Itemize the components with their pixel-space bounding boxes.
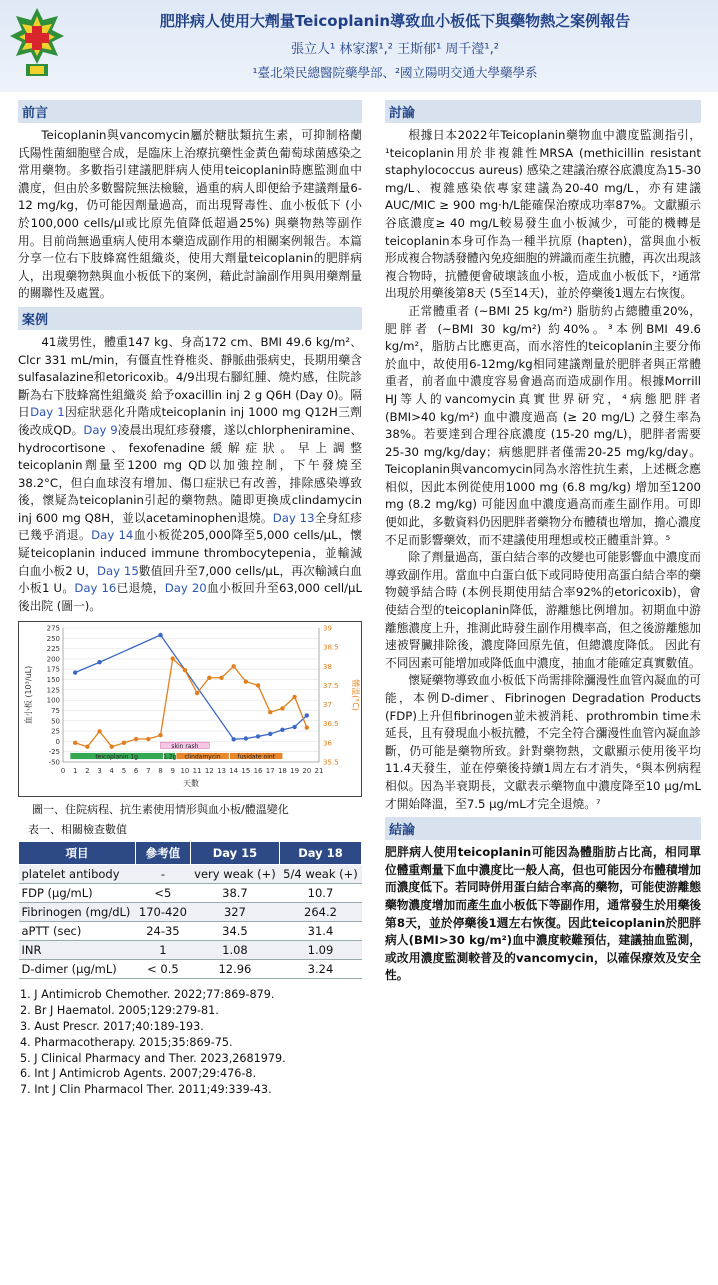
- left-tick-label: 150: [46, 676, 60, 685]
- temperature-point: [231, 665, 235, 669]
- left-column: [18, 98, 362, 1098]
- right-tick-label: 37: [323, 701, 332, 710]
- platelet-point: [73, 671, 77, 675]
- case-heading: 案例: [18, 307, 362, 330]
- platelet-point: [158, 633, 162, 637]
- platelet-point: [256, 735, 260, 739]
- platelet-point: [231, 738, 235, 742]
- x-tick-label: 3: [97, 767, 102, 776]
- table-cell: aPTT (sec): [19, 922, 136, 941]
- temperature-point: [256, 684, 260, 688]
- right-tick-label: 39: [323, 624, 332, 633]
- left-tick-label: 250: [46, 635, 60, 644]
- right-tick-label: 38.5: [323, 644, 339, 653]
- table-cell: 327: [190, 903, 279, 922]
- table-cell: 170-420: [135, 903, 190, 922]
- right-column: [385, 98, 701, 985]
- skin-rash-label: skin rash: [171, 743, 199, 751]
- conclusion-heading: 結論: [385, 817, 701, 840]
- right-tick-label: 35.5: [323, 758, 339, 767]
- table-cell: 12.96: [190, 960, 279, 979]
- discussion-heading: 討論: [385, 100, 701, 123]
- right-tick-label: 36: [323, 739, 332, 748]
- right-tick-label: 38: [323, 663, 332, 672]
- table-header-row: [19, 842, 362, 865]
- poster-header: [0, 0, 718, 92]
- x-tick-label: 0: [60, 767, 66, 776]
- antibiotic-bar-label: clindamycin: [184, 753, 221, 761]
- case-text-part: 數值回升至7,000 cells/μL，再次輸減白血小板1 U。: [18, 563, 362, 596]
- temperature-point: [146, 737, 150, 741]
- table-cell: 10.7: [279, 884, 361, 903]
- day-marker: Day 15: [97, 563, 139, 578]
- discussion-para-1: 根據日本2022年Teicoplanin藥物血中濃度監測指引，¹teicoplanin用於非複雜性MRSA (methicillin resistant staphylococcus aureus) 感染之建議治療谷底濃度為15-30 mg/L、複雜感染依專家建議為20-40 mg/L，亦有建議AUC/MIC ≥ 900 mg·h/L能確保治療成功率87%。文獻顯示谷底濃度≥ 40 mg/L較易發生血小板減少，可能的機轉是teicoplanin本身可作為一種半抗原 (hapten)，當與血小板形成複合物誘發體內免疫細胞的辨識而產生抗體，再次出現該複合物時，抗體便會破壞該血小板，造成血小板低下，²通常出現於用藥後第8天 (5至14天)，並於停藥後1週左右恢復。: [385, 128, 701, 301]
- reference-item: 4. Pharmacotherapy. 2015;35:869-75.: [20, 1035, 233, 1049]
- discussion-para-4: 懷疑藥物導致血小板低下尚需排除瀰漫性血管內凝血的可能，本例D-dimer、Fibrinogen Degradation Products (FDP)上升但fibrinogen並未被消耗、prothrombin time未延長，且有發現血小板抗體，不完全符合瀰漫性血管內凝血診斷，仍可能是藥物所致。針對藥物熱，文獻顯示使用後平均11.4天發生，並在停藥後持續1周左右才消失，⁶與本例病程相似。因為半衰期長，文獻表示藥物血中濃度降至10 μg/mL才開始降溫，至7.5 μg/mL才完全退燒。⁷: [385, 673, 701, 811]
- temperature-point: [219, 676, 223, 680]
- table-cell: FDP (μg/mL): [19, 884, 136, 903]
- day-marker: Day 13: [272, 510, 315, 525]
- reference-list: [18, 987, 362, 1098]
- table-header-cell: Day 15: [190, 842, 279, 865]
- reference-item: 3. Aust Prescr. 2017;40:189-193.: [20, 1020, 204, 1034]
- right-tick-label: 36.5: [323, 720, 339, 729]
- x-tick-label: 4: [109, 767, 114, 776]
- table-cell: < 0.5: [135, 960, 190, 979]
- x-tick-label: 2: [85, 767, 90, 776]
- table-cell: 24-35: [135, 922, 190, 941]
- intro-text: Teicoplanin與vancomycin屬於糖肽類抗生素，可抑制格蘭氏陽性菌細胞壁合成，是臨床上治療抗藥性金黃色葡萄球菌感染之常用藥物。多數指引建議肥胖病人使用teicoplanin時應監測血中濃度，但由於多數醫院無法檢驗，過重的病人即便給予建議劑量6-12 mg/kg，仍可能因劑量過高，而出現腎毒性、血小板低下 (小於100,000 cells/μl或比原先值降低超過25%) 與藥物熱等副作用。目前尚無過重病人使用本藥造成副作用的相關案例報告。本篇分享一位右下肢蜂窩性組織炎，使用大劑量teicoplanin的肥胖病人，出現藥物熱與血小板低下的案例，藉此討論副作用與用藥劑量的關聯性及處置。: [18, 128, 362, 301]
- left-tick-label: 25: [51, 728, 60, 737]
- left-tick-label: -25: [48, 748, 60, 757]
- case-text-part: 凌晨出現紅疹發癢，遂以chlorpheniramine、hydrocortisone、fexofenadine緩解症狀。早上調整teicoplanin劑量至1200 mg QD以加強控制，下午發燒至38.2°C，但白血球沒有增加、傷口症狀已有改善，排除感染導致後，懷疑為teicoplanin引起的藥物熱。隨即更換成clindamycin inj 600 mg Q8H，並以acetaminophen退燒。: [18, 422, 363, 525]
- chart-svg: [19, 622, 361, 792]
- left-axis-label: 血小板 (10³/uL): [24, 666, 33, 725]
- table-row: [19, 960, 362, 979]
- case-text-part: 全身紅疹已幾乎消退。: [18, 510, 362, 543]
- table-row: [19, 903, 362, 922]
- x-tick-label: 18: [277, 767, 287, 776]
- x-tick-label: 19: [290, 767, 300, 776]
- figure-caption: 圖一、住院病程、抗生素使用情形與血小板/體溫變化: [32, 803, 289, 817]
- x-tick-label: 20: [302, 767, 312, 776]
- left-tick-label: 200: [46, 655, 60, 664]
- reference-item: 6. Int J Antimicrob Agents. 2007;29:476-8.: [20, 1067, 257, 1081]
- table-cell: very weak (+): [190, 865, 279, 884]
- temperature-point: [305, 726, 309, 730]
- temperature-point: [244, 680, 248, 684]
- temperature-point: [134, 737, 138, 741]
- left-tick-label: 75: [51, 707, 60, 716]
- x-tick-label: 7: [146, 767, 151, 776]
- x-tick-label: 1: [72, 767, 78, 776]
- reference-item: 2. Br J Haematol. 2005;129:279-81.: [20, 1004, 219, 1018]
- temperature-point: [280, 707, 284, 711]
- x-tick-label: 9: [170, 767, 175, 776]
- platelet-point: [244, 737, 248, 741]
- case-text-part: 41歲男性，體重147 kg、身高172 cm、BMI 49.6 kg/m²、Clcr 331 mL/min，有僵直性脊椎炎、靜脈曲張病史，長期用藥含sulfasalazine和etoricoxib。4/9出現右腳紅腫、燒灼感，住院診斷為右下肢蜂窩性組織炎 給予oxacillin inj 2 g Q6H (Day 0)。隔日: [18, 334, 362, 420]
- table-header-cell: 項目: [19, 842, 136, 865]
- temperature-point: [292, 695, 296, 699]
- temperature-point: [73, 741, 77, 745]
- table-cell: 34.5: [190, 922, 279, 941]
- conclusion-text: 肥胖病人使用teicoplanin可能因為體脂肪占比高，相同單位體重劑量下血中濃度比一般人高，但也可能因分布體積增加而濃度低下。若同時併用蛋白結合率高的藥物，可能使游離態藥物濃度增加而產生血小板低下等副作用，通常發生於用藥後第8天，並於停藥後1週左右恢復。因此teicoplanin於肥胖病人(BMI>30 kg/m²)血中濃度較難預估，建議抽血監測，或改用濃度監測較普及的vancomycin，以確保療效及安全性。: [385, 845, 701, 983]
- lab-values-table: [18, 841, 362, 979]
- x-tick-label: 21: [314, 767, 324, 776]
- table-cell: Fibrinogen (mg/dL): [19, 903, 136, 922]
- reference-item: 5. J Clinical Pharmacy and Ther. 2023,2681979.: [20, 1051, 286, 1065]
- case-text-part: 已退燒，: [116, 581, 165, 596]
- right-tick-label: 37.5: [323, 682, 339, 691]
- day-marker: Day 1: [30, 405, 65, 420]
- x-tick-label: 10: [180, 767, 190, 776]
- table-header-cell: Day 18: [279, 842, 361, 865]
- table-cell: 264.2: [279, 903, 361, 922]
- case-text-part: 血小板回升至63,000 cell/μL後出院 (圖一)。: [18, 581, 362, 613]
- platelet-point: [305, 714, 309, 718]
- x-tick-label: 17: [265, 767, 275, 776]
- platelet-temperature-chart: [18, 621, 362, 797]
- x-tick-label: 15: [241, 767, 251, 776]
- table-cell: 1: [135, 941, 190, 960]
- table-row: [19, 865, 362, 884]
- temperature-point: [268, 710, 272, 714]
- reference-item: 7. Int J Clin Pharmacol Ther. 2011;49:339-43.: [20, 1083, 272, 1097]
- temperature-point: [171, 657, 175, 661]
- x-axis-label: 天數: [183, 779, 199, 789]
- author-list: 張立人¹ 林家潔¹,² 王斯郁¹ 周千瀅¹,²: [291, 42, 499, 57]
- temperature-point: [195, 691, 199, 695]
- antibiotic-bar-label: 1.2g: [162, 753, 177, 761]
- table-row: [19, 884, 362, 903]
- x-tick-label: 13: [217, 767, 226, 776]
- table-cell: 1.09: [279, 941, 361, 960]
- table-cell: 3.24: [279, 960, 361, 979]
- intro-heading: 前言: [18, 100, 362, 123]
- platelet-point: [268, 732, 272, 736]
- table-cell: 31.4: [279, 922, 361, 941]
- table-cell: 38.7: [190, 884, 279, 903]
- x-tick-label: 11: [192, 767, 202, 776]
- left-tick-label: 100: [46, 697, 60, 706]
- platelet-point: [97, 660, 101, 664]
- left-tick-label: 225: [46, 645, 60, 654]
- platelet-point: [292, 725, 296, 729]
- left-tick-label: 0: [55, 738, 60, 747]
- poster-title: 肥胖病人使用大劑量Teicoplanin導致血小板低下與藥物熱之案例報告: [159, 12, 631, 30]
- table-body: [19, 865, 362, 979]
- table-cell: D-dimer (μg/mL): [19, 960, 136, 979]
- case-text-part: 血小板從205,000降至5,000 cells/μL，懷疑teicoplanin induced immune thrombocytepenia，並輸減白血小板2 U，: [18, 528, 362, 578]
- left-tick-label: -50: [48, 758, 60, 767]
- day-marker: Day 16: [74, 581, 117, 596]
- temperature-point: [85, 745, 89, 749]
- x-tick-label: 14: [229, 767, 239, 776]
- table-row: [19, 941, 362, 960]
- affiliation-line: ¹臺北榮民總醫院藥學部、²國立陽明交通大學藥學系: [252, 65, 538, 80]
- hospital-logo-icon: [8, 6, 66, 80]
- temperature-point: [158, 733, 162, 737]
- table-row: [19, 922, 362, 941]
- temperature-point: [122, 741, 126, 745]
- table-cell: -: [135, 865, 190, 884]
- right-axis-label: 體溫(°C): [351, 679, 360, 712]
- left-tick-label: 125: [46, 686, 60, 695]
- left-tick-label: 175: [46, 666, 60, 675]
- discussion-para-2: 正常體重者 (~BMI 25 kg/m²) 脂肪約占總體重20%，肥胖者 (~BMI 30 kg/m²) 約40%。³本例BMI 49.6 kg/m²，脂肪占比應更高，而水溶性的teicoplanin主要分佈於血中，故使用6-12mg/kg相同建議劑量於肥胖者與正常體重者，前者血中濃度容易會過高而造成副作用。根據Morrill HJ等人的vancomycin真實世界研究，⁴病態肥胖者 (BMI>40 kg/m²) 血中濃度過高 (≥ 20 mg/L) 之發生率為38%。若要達到合理谷底濃度 (15-20 mg/L)，肥胖者需要25-30 mg/kg/day；病態肥胖者僅需20-25 mg/kg/day。Teicoplanin與vancomycin同為水溶性抗生素，上述概念應相似，因此本例從使用1000 mg (6.8 mg/kg) 增加至1200 mg (8.2 mg/kg) 可能因血中濃度過高而產生副作用。可即便如此，多數資料仍因肥胖者藥物分布體積也增加，擔心濃度不足而影響藥效，而不建議使用理想或校正體重計算。⁵: [385, 303, 701, 547]
- discussion-para-3: 除了劑量過高，蛋白結合率的改變也可能影響血中濃度而導致副作用。當血中白蛋白低下或同時使用高蛋白結合率的藥物競爭結合時 (本例長期使用結合率92%的etoricoxib)，會使結合型的teicoplanin降低，游離態比例增加。初期血中游離態濃度上升，推測此時發生副作用機率高，但之後游離態加速被腎臟排除後，濃度降回原先值，但總濃度降低。 因此有不同因素可能增加或降低血中濃度，抽血才能確定真實數值。: [385, 550, 701, 670]
- x-tick-label: 16: [253, 767, 263, 776]
- platelet-point: [280, 728, 284, 732]
- case-text: [18, 334, 362, 616]
- case-text-part: 因症狀惡化升階成teicoplanin inj 1000 mg Q12H三劑後改成QD。: [18, 405, 362, 437]
- temperature-point: [97, 730, 101, 734]
- day-marker: Day 14: [91, 528, 134, 543]
- left-tick-label: 50: [51, 717, 60, 726]
- table-caption: 表一、相關檢查數值: [28, 823, 127, 837]
- table-cell: 1.08: [190, 941, 279, 960]
- table-cell: 5/4 weak (+): [279, 865, 361, 884]
- left-tick-label: 275: [46, 624, 60, 633]
- table-cell: platelet antibody: [19, 865, 136, 884]
- x-tick-label: 12: [204, 767, 214, 776]
- day-marker: Day 9: [83, 422, 118, 437]
- reference-item: 1. J Antimicrob Chemother. 2022;77:869-879.: [20, 988, 275, 1002]
- day-marker: Day 20: [164, 581, 207, 596]
- temperature-point: [110, 745, 114, 749]
- platelet-line: [75, 635, 307, 739]
- x-tick-label: 5: [121, 767, 127, 776]
- table-cell: INR: [19, 941, 136, 960]
- temperature-point: [207, 676, 211, 680]
- antibiotic-bar-label: teicoplanin 1g: [95, 753, 138, 761]
- antibiotic-bar-label: fusidate oint: [237, 753, 276, 761]
- x-tick-label: 8: [158, 767, 163, 776]
- table-header-cell: 參考值: [135, 842, 190, 865]
- temperature-point: [183, 668, 187, 672]
- table-cell: <5: [135, 884, 190, 903]
- x-tick-label: 6: [133, 767, 139, 776]
